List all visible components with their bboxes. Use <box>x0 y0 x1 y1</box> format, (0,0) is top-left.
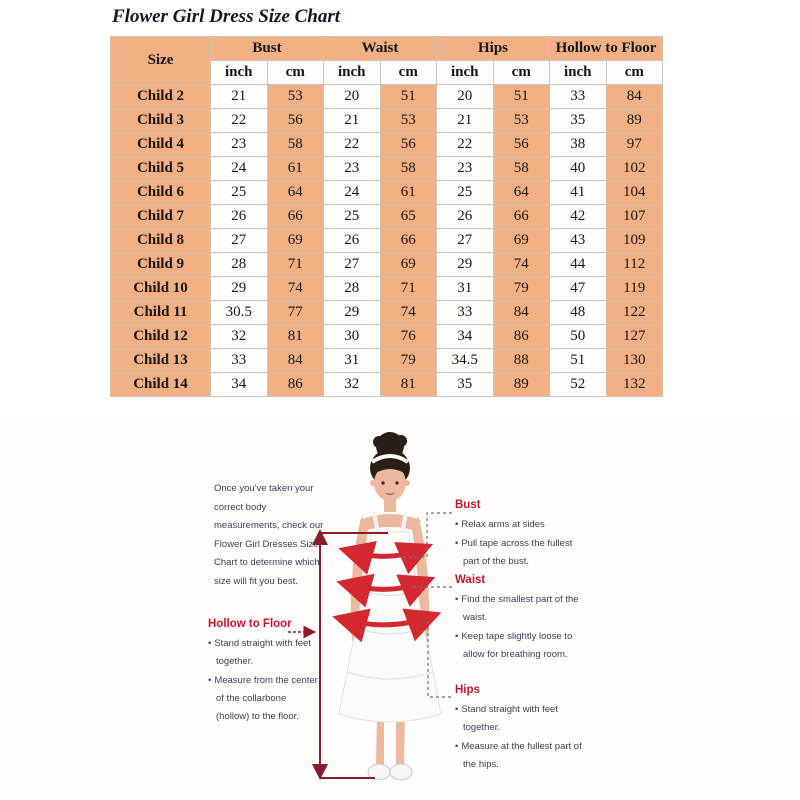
bullet-item: • Measure from the center of the collarbone (hollow) to the floor. <box>208 672 320 726</box>
measurement-diagram <box>0 420 800 800</box>
value-cell: 66 <box>267 205 324 229</box>
table-row <box>111 229 663 253</box>
value-cell: 84 <box>606 85 663 109</box>
value-cell: 38 <box>550 133 607 157</box>
value-cell: 79 <box>493 277 550 301</box>
waist-label: Waist <box>455 574 486 586</box>
value-cell: 51 <box>380 85 437 109</box>
value-cell: 28 <box>324 277 381 301</box>
value-cell: 25 <box>324 205 381 229</box>
value-cell: 43 <box>550 229 607 253</box>
value-cell: 84 <box>493 301 550 325</box>
size-cell: Child 6 <box>111 181 211 205</box>
table-row <box>111 205 663 229</box>
value-cell: 24 <box>211 157 268 181</box>
value-cell: 30.5 <box>211 301 268 325</box>
value-cell: 23 <box>324 157 381 181</box>
value-cell: 81 <box>267 325 324 349</box>
value-cell: 88 <box>493 349 550 373</box>
value-cell: 66 <box>380 229 437 253</box>
value-cell: 24 <box>324 181 381 205</box>
value-cell: 31 <box>437 277 494 301</box>
unit-header: inch <box>550 61 607 85</box>
value-cell: 84 <box>267 349 324 373</box>
value-cell: 41 <box>550 181 607 205</box>
value-cell: 69 <box>493 229 550 253</box>
hair-curl <box>373 436 385 448</box>
right-shoe <box>390 764 412 780</box>
value-cell: 27 <box>437 229 494 253</box>
left-eye <box>381 481 384 484</box>
value-cell: 122 <box>606 301 663 325</box>
value-cell: 53 <box>380 109 437 133</box>
table-row <box>111 325 663 349</box>
girl-figure-illustration <box>0 420 800 800</box>
hips-block <box>455 684 583 775</box>
waist-bullets <box>455 591 587 664</box>
value-cell: 28 <box>211 253 268 277</box>
bust-label: Bust <box>455 499 481 511</box>
table-row <box>111 373 663 397</box>
value-cell: 40 <box>550 157 607 181</box>
table-row <box>111 277 663 301</box>
value-cell: 26 <box>437 205 494 229</box>
value-cell: 53 <box>267 85 324 109</box>
value-cell: 52 <box>550 373 607 397</box>
value-cell: 31 <box>324 349 381 373</box>
value-cell: 51 <box>550 349 607 373</box>
right-eye <box>395 481 398 484</box>
group-header: Hollow to Floor <box>550 37 663 61</box>
value-cell: 34.5 <box>437 349 494 373</box>
value-cell: 77 <box>267 301 324 325</box>
bullet-item: • Stand straight with feet together. <box>208 635 320 671</box>
hip-tier <box>356 590 424 634</box>
value-cell: 86 <box>493 325 550 349</box>
size-cell: Child 10 <box>111 277 211 301</box>
value-cell: 21 <box>324 109 381 133</box>
value-cell: 132 <box>606 373 663 397</box>
unit-header: cm <box>493 61 550 85</box>
size-column-header: Size <box>111 37 211 85</box>
value-cell: 26 <box>324 229 381 253</box>
value-cell: 22 <box>324 133 381 157</box>
bullet-item: • Keep tape slightly loose to allow for breathing room. <box>455 628 587 664</box>
value-cell: 56 <box>493 133 550 157</box>
page-title: Flower Girl Dress Size Chart <box>112 6 341 27</box>
table-row <box>111 109 663 133</box>
value-cell: 71 <box>380 277 437 301</box>
hollow-to-floor-bullets <box>208 635 320 726</box>
table-row <box>111 133 663 157</box>
bullet-item: • Relax arms at sides <box>455 516 583 534</box>
size-cell: Child 13 <box>111 349 211 373</box>
value-cell: 86 <box>267 373 324 397</box>
value-cell: 130 <box>606 349 663 373</box>
group-header: Bust <box>211 37 324 61</box>
value-cell: 74 <box>267 277 324 301</box>
value-cell: 81 <box>380 373 437 397</box>
value-cell: 71 <box>267 253 324 277</box>
table-row <box>111 301 663 325</box>
size-chart-section <box>110 36 663 397</box>
skirt-tier-1 <box>347 628 433 679</box>
hair-curl <box>395 435 407 447</box>
value-cell: 79 <box>380 349 437 373</box>
value-cell: 58 <box>267 133 324 157</box>
value-cell: 21 <box>211 85 268 109</box>
value-cell: 104 <box>606 181 663 205</box>
value-cell: 33 <box>437 301 494 325</box>
value-cell: 61 <box>380 181 437 205</box>
size-cell: Child 5 <box>111 157 211 181</box>
size-cell: Child 14 <box>111 373 211 397</box>
bullet-item: • Pull tape across the fullest part of the bust. <box>455 535 583 571</box>
header-row <box>111 37 663 61</box>
value-cell: 35 <box>550 109 607 133</box>
value-cell: 23 <box>211 133 268 157</box>
unit-header: cm <box>380 61 437 85</box>
size-chart-head <box>111 37 663 85</box>
value-cell: 34 <box>437 325 494 349</box>
value-cell: 20 <box>437 85 494 109</box>
girl-figure <box>339 432 441 780</box>
value-cell: 29 <box>324 301 381 325</box>
unit-header: inch <box>324 61 381 85</box>
hollow-to-floor-block <box>208 618 320 727</box>
table-row <box>111 157 663 181</box>
value-cell: 65 <box>380 205 437 229</box>
left-ear <box>370 480 376 486</box>
value-cell: 20 <box>324 85 381 109</box>
bust-block <box>455 499 583 572</box>
value-cell: 29 <box>437 253 494 277</box>
value-cell: 23 <box>437 157 494 181</box>
value-cell: 25 <box>211 181 268 205</box>
size-cell: Child 4 <box>111 133 211 157</box>
bullet-item: • Stand straight with feet together. <box>455 701 583 737</box>
value-cell: 58 <box>380 157 437 181</box>
value-cell: 32 <box>211 325 268 349</box>
value-cell: 74 <box>493 253 550 277</box>
size-cell: Child 2 <box>111 85 211 109</box>
value-cell: 47 <box>550 277 607 301</box>
value-cell: 33 <box>211 349 268 373</box>
value-cell: 42 <box>550 205 607 229</box>
value-cell: 119 <box>606 277 663 301</box>
size-cell: Child 3 <box>111 109 211 133</box>
table-row <box>111 85 663 109</box>
value-cell: 69 <box>267 229 324 253</box>
hips-label: Hips <box>455 684 480 696</box>
size-cell: Child 7 <box>111 205 211 229</box>
size-cell: Child 9 <box>111 253 211 277</box>
value-cell: 56 <box>380 133 437 157</box>
value-cell: 27 <box>324 253 381 277</box>
value-cell: 51 <box>493 85 550 109</box>
value-cell: 30 <box>324 325 381 349</box>
value-cell: 35 <box>437 373 494 397</box>
value-cell: 50 <box>550 325 607 349</box>
table-row <box>111 349 663 373</box>
value-cell: 64 <box>267 181 324 205</box>
bullet-item: • Measure at the fullest part of the hips. <box>455 738 583 774</box>
value-cell: 112 <box>606 253 663 277</box>
value-cell: 22 <box>437 133 494 157</box>
unit-header: cm <box>267 61 324 85</box>
waist-block <box>455 574 587 665</box>
value-cell: 107 <box>606 205 663 229</box>
size-cell: Child 12 <box>111 325 211 349</box>
value-cell: 44 <box>550 253 607 277</box>
value-cell: 48 <box>550 301 607 325</box>
value-cell: 109 <box>606 229 663 253</box>
value-cell: 22 <box>211 109 268 133</box>
table-row <box>111 181 663 205</box>
group-header: Waist <box>324 37 437 61</box>
bust-bullets <box>455 516 583 571</box>
shoulders <box>360 514 420 532</box>
right-ear <box>404 480 410 486</box>
value-cell: 26 <box>211 205 268 229</box>
value-cell: 29 <box>211 277 268 301</box>
value-cell: 89 <box>606 109 663 133</box>
value-cell: 32 <box>324 373 381 397</box>
size-chart-body <box>111 85 663 397</box>
hips-bullets <box>455 701 583 774</box>
value-cell: 58 <box>493 157 550 181</box>
value-cell: 25 <box>437 181 494 205</box>
value-cell: 127 <box>606 325 663 349</box>
size-cell: Child 8 <box>111 229 211 253</box>
value-cell: 69 <box>380 253 437 277</box>
value-cell: 21 <box>437 109 494 133</box>
bullet-item: • Find the smallest part of the waist. <box>455 591 587 627</box>
size-chart-table <box>110 36 663 397</box>
value-cell: 53 <box>493 109 550 133</box>
value-cell: 89 <box>493 373 550 397</box>
unit-header: cm <box>606 61 663 85</box>
value-cell: 56 <box>267 109 324 133</box>
size-cell: Child 11 <box>111 301 211 325</box>
value-cell: 66 <box>493 205 550 229</box>
unit-header: inch <box>437 61 494 85</box>
group-header: Hips <box>437 37 550 61</box>
value-cell: 97 <box>606 133 663 157</box>
skirt-tier-2 <box>339 672 441 722</box>
table-row <box>111 253 663 277</box>
value-cell: 33 <box>550 85 607 109</box>
value-cell: 76 <box>380 325 437 349</box>
value-cell: 74 <box>380 301 437 325</box>
intro-text: Once you've taken your correct body measurements, check our Flower Girl Dresses Size Chart to determine which size will fit you best. <box>214 483 324 587</box>
value-cell: 102 <box>606 157 663 181</box>
value-cell: 61 <box>267 157 324 181</box>
hollow-to-floor-label: Hollow to Floor <box>208 618 292 630</box>
value-cell: 34 <box>211 373 268 397</box>
value-cell: 27 <box>211 229 268 253</box>
value-cell: 64 <box>493 181 550 205</box>
unit-header: inch <box>211 61 268 85</box>
